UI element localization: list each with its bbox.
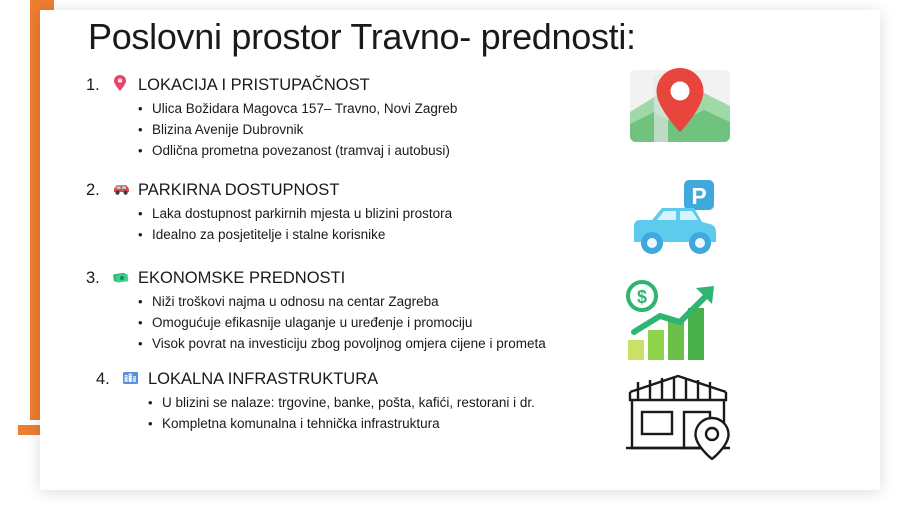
content-list [86,74,606,440]
list-item-heading [96,368,606,390]
list-item: • Ulica Božidara Magovca 157– Travno, Novi Zagreb [86,98,606,119]
list-item: • Laka dostupnost parkirnih mjesta u blizini prostora [86,203,606,224]
list-item: • Blizina Avenije Dubrovnik [86,119,606,140]
list-item-heading [86,74,606,96]
list-item-title: PARKIRNA DOSTUPNOST [138,181,340,199]
svg-text:P: P [691,183,707,209]
car-icon [112,179,138,200]
page-title: Poslovni prostor Travno- prednosti: [88,16,636,57]
list-item-number: 2. [86,181,100,199]
list-item: • Omogućuje efikasnije ulaganje u uređenje i promociju [86,312,606,333]
map-pin-illustration [620,66,740,156]
list-item [96,368,606,434]
list-item-title: EKONOMSKE PREDNOSTI [138,269,346,287]
growth-chart-illustration [618,278,738,368]
list-item-title: LOKALNA INFRASTRUKTURA [148,370,379,388]
money-icon [112,267,138,288]
bullet-list [86,203,606,245]
storefront-illustration [618,370,738,460]
bullet-list [86,291,606,354]
list-item: • U blizini se nalaze: trgovine, banke, pošta, kafići, restorani i dr. [96,392,606,413]
list-item-number: 1. [86,76,100,94]
list-item-heading [86,267,606,289]
list-item: • Idealno za posjetitelje i stalne korisnike [86,224,606,245]
list-item: • Visok povrat na investiciju zbog povoljnog omjera cijene i prometa [86,333,606,354]
list-item-number: 3. [86,269,100,287]
car-parking-illustration [618,178,738,268]
city-icon [122,368,148,389]
list-item: • Odlična prometna povezanost (tramvaj i autobusi) [86,140,606,161]
list-item-heading [86,179,606,201]
list-item [86,74,606,161]
list-item: • Niži troškovi najma u odnosu na centar Zagreba [86,291,606,312]
bullet-list [96,392,606,434]
list-item [86,179,606,245]
list-item-title: LOKACIJA I PRISTUPAČNOST [138,76,370,94]
list-item: • Kompletna komunalna i tehnička infrastruktura [96,413,606,434]
svg-text:$: $ [636,287,648,307]
location-pin-icon [112,74,138,95]
list-item [86,267,606,354]
list-item-number: 4. [96,370,110,388]
bullet-list [86,98,606,161]
